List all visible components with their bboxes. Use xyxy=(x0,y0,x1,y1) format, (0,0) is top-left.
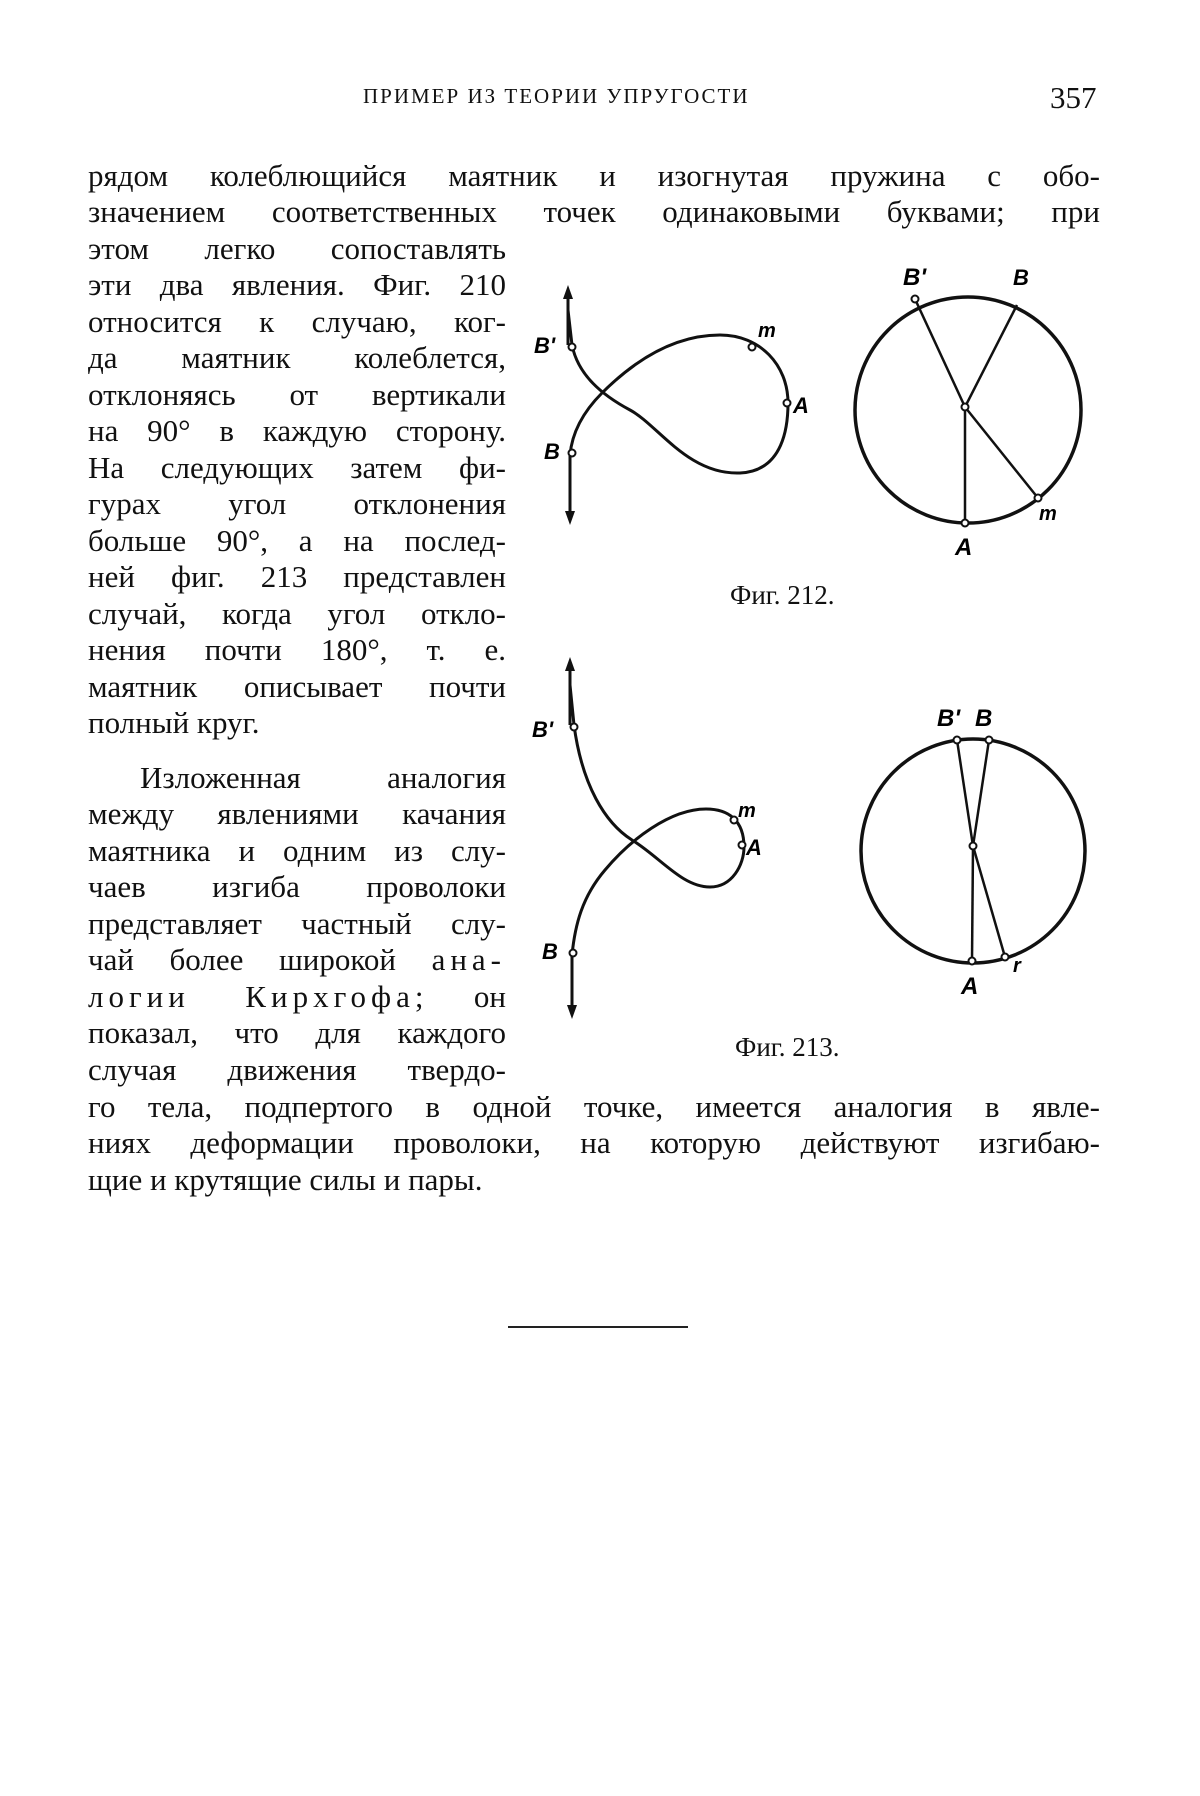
text-line: нения почти 180°, т. е. xyxy=(88,632,506,667)
point-m xyxy=(749,344,756,351)
text-line: отклоняясь от вертикали xyxy=(88,377,506,412)
text-line: случая движения твердо- xyxy=(88,1052,506,1087)
text-line: ней фиг. 213 представлен xyxy=(88,559,506,594)
point-a xyxy=(962,520,969,527)
point-a xyxy=(739,842,746,849)
text-fragment: чай более широкой xyxy=(88,942,432,977)
fig213-curve-diagram xyxy=(520,655,770,1035)
elastic-curve xyxy=(570,685,744,985)
text-line: больше 90°, а на послед- xyxy=(88,523,506,558)
text-line: маятника и одним из слу- xyxy=(88,833,506,868)
point-b-prime xyxy=(569,344,576,351)
pivot-point xyxy=(962,404,969,411)
label-m: r xyxy=(1013,955,1021,977)
pendulum-rod-a xyxy=(972,846,973,961)
label-b: B xyxy=(1013,265,1029,290)
text-line: на 90° в каждую сторону. xyxy=(88,413,506,448)
label-m: m xyxy=(758,320,776,342)
text-line: ниях деформации проволоки, на которую действуют изгибаю- xyxy=(88,1125,1100,1160)
label-b-prime: B' xyxy=(937,705,961,732)
text-line: гурах угол отклонения xyxy=(88,486,506,521)
text-line: На следующих затем фи- xyxy=(88,450,506,485)
pivot-point xyxy=(970,843,977,850)
figure-caption-213: Фиг. 213. xyxy=(735,1032,840,1062)
point-b xyxy=(569,450,576,457)
text-line: Изложенная аналогия xyxy=(140,760,506,795)
text-line: чаев изгиба проволоки xyxy=(88,869,506,904)
text-line: случай, когда угол откло- xyxy=(88,596,506,631)
text-line: этом легко сопоставлять xyxy=(88,231,506,266)
arrowhead-up-icon xyxy=(563,285,573,299)
label-b-prime: B' xyxy=(534,333,556,358)
text-line: относится к случаю, ког- xyxy=(88,304,506,339)
text-line xyxy=(88,979,506,1016)
fig212-pendulum-circle xyxy=(845,255,1115,565)
point-b-prime xyxy=(912,296,919,303)
label-b-prime: B' xyxy=(903,264,927,291)
running-head: ПРИМЕР ИЗ ТЕОРИИ УПРУГОСТИ xyxy=(363,84,750,108)
text-line: показал, что для каждого xyxy=(88,1015,506,1050)
page-number: 357 xyxy=(1050,80,1097,115)
spaced-term: ана- xyxy=(431,942,506,977)
arrowhead-up-icon xyxy=(565,657,575,671)
label-b-prime: B' xyxy=(532,717,554,742)
text-line: эти два явления. Фиг. 210 xyxy=(88,267,506,302)
point-a xyxy=(969,958,976,965)
section-separator xyxy=(508,1326,688,1328)
figure-caption-212: Фиг. 212. xyxy=(730,580,835,610)
fig213-pendulum-circle xyxy=(845,690,1115,1000)
label-m: m xyxy=(738,800,756,822)
pendulum-rod-b xyxy=(973,740,989,846)
pendulum-rod-b-prime xyxy=(915,299,965,407)
label-a: A xyxy=(746,835,762,860)
point-b xyxy=(986,737,993,744)
pendulum-rod-m xyxy=(965,407,1038,498)
text-line: го тела, подпертого в одной точке, имеется аналогия в явле- xyxy=(88,1089,1100,1124)
page-header xyxy=(0,80,1200,124)
text-line: рядом колеблющийся маятник и изогнутая пружина с обо- xyxy=(88,158,1100,193)
elastic-curve xyxy=(568,310,788,490)
label-m: m xyxy=(1039,503,1057,525)
text-line: значением соответственных точек одинаковыми буквами; при xyxy=(88,194,1100,229)
label-a: A xyxy=(961,973,979,1000)
text-line: да маятник колеблется, xyxy=(88,340,506,375)
label-a: A xyxy=(955,534,973,561)
point-m xyxy=(731,817,738,824)
text-fragment: ; он xyxy=(414,979,506,1014)
label-b: B xyxy=(542,939,558,964)
label-b: B xyxy=(975,705,993,732)
point-m xyxy=(1035,495,1042,502)
text-line: полный круг. xyxy=(88,705,260,740)
text-line: между явлениями качания xyxy=(88,796,506,831)
point-m xyxy=(1002,954,1009,961)
text-line: представляет частный слу- xyxy=(88,906,506,941)
arrowhead-down-icon xyxy=(565,511,575,525)
point-b-prime xyxy=(954,737,961,744)
label-b: B xyxy=(544,439,560,464)
pendulum-rod-b-prime xyxy=(957,740,973,846)
text-line: щие и крутящие силы и пары. xyxy=(88,1162,483,1197)
pendulum-rod-m xyxy=(973,846,1005,957)
text-line: маятник описывает почти xyxy=(88,669,506,704)
label-a: A xyxy=(793,393,809,418)
spaced-term: логии Кирхгофа xyxy=(88,979,415,1014)
pendulum-rod-b xyxy=(965,305,1017,407)
point-b xyxy=(570,950,577,957)
point-a xyxy=(784,400,791,407)
text-line xyxy=(88,942,506,979)
point-b-prime xyxy=(571,724,578,731)
fig212-curve-diagram xyxy=(520,285,810,535)
arrowhead-down-icon xyxy=(567,1005,577,1019)
